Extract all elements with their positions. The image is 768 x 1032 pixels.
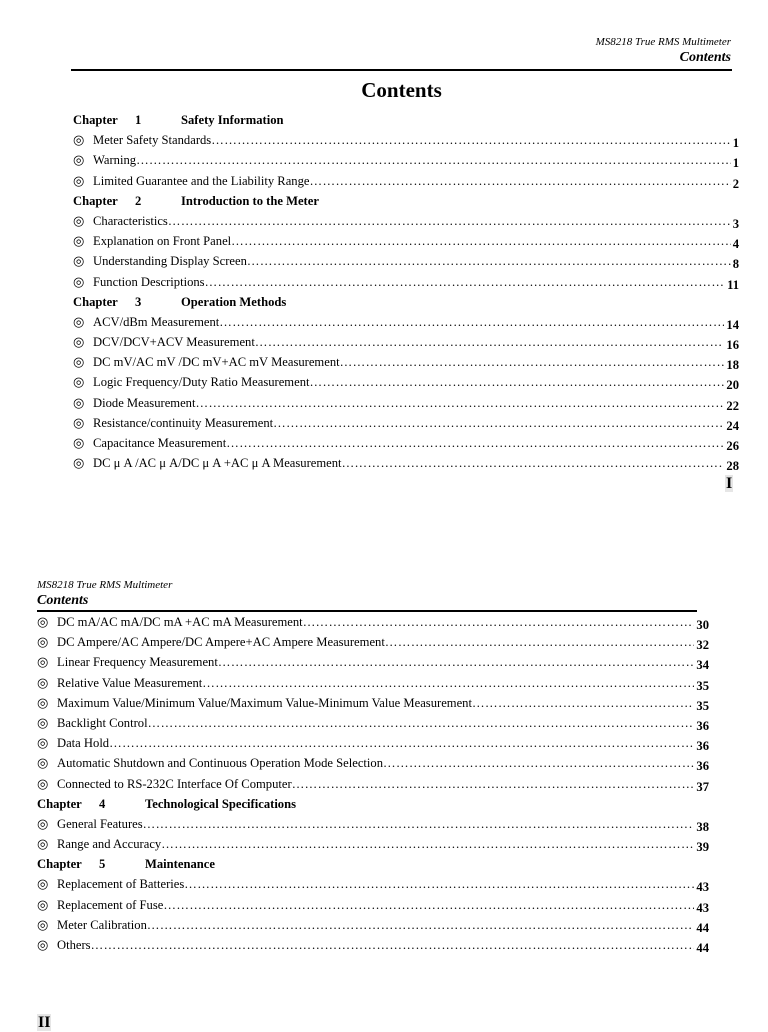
bullet-icon: ◎	[73, 394, 85, 410]
toc-page-number: 3	[732, 216, 739, 231]
chapter-number: 3	[135, 294, 142, 309]
toc-page-number: 1	[732, 136, 739, 151]
toc-page-number: 44	[696, 920, 709, 935]
toc-entry	[73, 272, 739, 292]
toc-entry	[37, 713, 709, 733]
bullet-icon: ◎	[73, 172, 85, 188]
dot-leader	[218, 652, 695, 672]
toc-list-1	[73, 110, 739, 473]
bullet-icon: ◎	[73, 414, 85, 430]
toc-entry	[73, 171, 739, 191]
dot-leader	[292, 774, 695, 794]
bullet-icon: ◎	[37, 674, 49, 690]
toc-page-number: 18	[726, 358, 739, 373]
toc-entry	[37, 753, 709, 773]
bullet-icon: ◎	[73, 253, 85, 269]
toc-page-number: 36	[696, 739, 709, 754]
chapter-title: Technological Specifications	[145, 796, 297, 811]
dot-leader	[184, 874, 694, 894]
toc-page-number: 28	[726, 459, 739, 474]
toc-entry	[37, 834, 709, 854]
toc-page-number: 2	[732, 176, 739, 191]
bullet-icon: ◎	[73, 354, 85, 370]
dot-leader	[195, 393, 724, 413]
toc-entry-title: Connected to RS-232C Interface Of Computer	[57, 776, 292, 791]
toc-entry	[73, 312, 739, 332]
toc-entry	[73, 413, 739, 433]
bullet-icon: ◎	[37, 614, 49, 629]
bullet-icon: ◎	[73, 152, 85, 168]
dot-leader	[168, 211, 731, 231]
dot-leader	[143, 814, 695, 834]
bullet-icon: ◎	[37, 775, 49, 791]
toc-entry	[73, 433, 739, 453]
toc-entry-title: Maximum Value/Minimum Value/Maximum Value-Minimum Value Measurement	[57, 695, 472, 710]
dot-leader	[163, 895, 694, 915]
dot-leader	[340, 352, 725, 372]
toc-page-number: 43	[696, 900, 709, 915]
toc-page-number: 32	[696, 638, 709, 653]
toc-page-number: 35	[696, 678, 709, 693]
toc-entry	[37, 774, 709, 794]
dot-leader	[219, 312, 724, 332]
bullet-icon: ◎	[73, 212, 85, 228]
bullet-icon: ◎	[37, 735, 49, 751]
bullet-icon: ◎	[37, 654, 49, 670]
toc-page-number: 26	[726, 439, 739, 453]
toc-entry	[73, 211, 739, 231]
bullet-icon: ◎	[37, 876, 49, 892]
dot-leader	[161, 834, 694, 854]
toc-entry	[37, 935, 709, 955]
toc-entry-title: Logic Frequency/Duty Ratio Measurement	[93, 375, 310, 390]
toc-entry-title: Replacement of Batteries	[57, 877, 185, 892]
chapter-heading	[37, 854, 709, 874]
toc-page-number: 38	[696, 819, 709, 834]
toc-page-number: 24	[726, 418, 739, 433]
toc-entry-title: Automatic Shutdown and Continuous Operation Mode Selection	[57, 756, 383, 771]
bullet-icon: ◎	[37, 694, 49, 710]
toc-entry-title: DC mV/AC mV /DC mV+AC mV Measurement	[93, 355, 340, 370]
dot-leader	[303, 612, 695, 632]
bullet-icon: ◎	[37, 937, 49, 952]
dot-leader	[309, 171, 730, 191]
dot-leader	[147, 915, 695, 935]
dot-leader	[342, 453, 725, 473]
toc-entry	[73, 393, 739, 413]
toc-entry-title: Function Descriptions	[93, 274, 205, 289]
toc-entry	[73, 130, 739, 150]
toc-entry-title: Resistance/continuity Measurement	[93, 415, 274, 430]
toc-entry-title: Explanation on Front Panel	[93, 234, 232, 249]
dot-leader	[255, 332, 725, 352]
dot-leader	[148, 713, 695, 733]
dot-leader	[383, 753, 694, 773]
toc-entry	[37, 895, 709, 915]
toc-entry-title: Characteristics	[93, 213, 168, 228]
toc-page-number: 22	[726, 398, 739, 413]
section-label-1: Contents	[679, 50, 731, 65]
chapter-heading	[73, 292, 739, 312]
toc-page-number: 4	[732, 237, 739, 252]
toc-entry-title: Meter Calibration	[57, 917, 147, 932]
dot-leader	[205, 272, 726, 292]
toc-page-number: 20	[726, 378, 739, 393]
toc-entry-title: DCV/DCV+ACV Measurement	[93, 335, 255, 350]
bullet-icon: ◎	[37, 634, 49, 650]
toc-page-number: 43	[696, 880, 709, 895]
toc-entry	[37, 814, 709, 834]
toc-entry	[37, 632, 709, 652]
dot-leader	[91, 935, 695, 955]
dot-leader	[109, 733, 694, 753]
running-header-1: MS8218 True RMS Multimeter	[595, 36, 731, 48]
chapter-title: Safety Information	[181, 113, 284, 127]
toc-page-number: 14	[726, 317, 739, 332]
toc-entry-title: Capacitance Measurement	[93, 436, 227, 450]
toc-entry	[73, 251, 739, 271]
toc-entry-title: ACV/dBm Measurement	[93, 314, 220, 329]
toc-entry-title: Linear Frequency Measurement	[57, 655, 218, 670]
toc-page-number: 39	[696, 840, 709, 855]
toc-entry	[37, 612, 709, 632]
chapter-heading	[73, 191, 739, 211]
toc-entry-title: Diode Measurement	[93, 395, 196, 410]
toc-list-2	[37, 612, 709, 955]
toc-entry-title: General Features	[57, 816, 143, 831]
bullet-icon: ◎	[37, 896, 49, 912]
toc-page-number: 37	[696, 779, 709, 794]
chapter-heading	[37, 794, 709, 814]
toc-entry-title: Range and Accuracy	[57, 837, 162, 852]
chapter-heading	[73, 110, 739, 130]
dot-leader	[472, 693, 694, 713]
bullet-icon: ◎	[37, 815, 49, 831]
page-number-1: I	[726, 475, 733, 492]
bullet-icon: ◎	[37, 755, 49, 771]
toc-page-number: 8	[732, 257, 739, 272]
toc-entry	[73, 372, 739, 392]
toc-entry-title: Replacement of Fuse	[57, 897, 164, 912]
bullet-icon: ◎	[73, 233, 85, 249]
dot-leader	[136, 150, 731, 170]
toc-entry	[73, 332, 739, 352]
toc-page-number: 44	[696, 941, 709, 955]
toc-entry	[37, 915, 709, 935]
toc-entry	[37, 652, 709, 672]
dot-leader	[385, 632, 695, 652]
toc-entry-title: DC mA/AC mA/DC mA +AC mA Measurement	[57, 615, 303, 629]
toc-page-number: 11	[727, 277, 739, 292]
dot-leader	[310, 372, 725, 392]
bullet-icon: ◎	[73, 132, 85, 148]
dot-leader	[231, 231, 731, 251]
toc-entry	[37, 693, 709, 713]
chapter-word: Chapter	[73, 113, 118, 127]
bullet-icon: ◎	[37, 714, 49, 730]
toc-page-number: 1	[732, 156, 739, 171]
dot-leader	[211, 130, 730, 150]
chapter-number: 2	[135, 193, 142, 208]
toc-entry	[73, 150, 739, 170]
chapter-number: 4	[99, 796, 106, 811]
toc-page-number: 34	[696, 658, 709, 673]
toc-entry-title: Data Hold	[57, 736, 110, 751]
chapter-word: Chapter	[37, 857, 82, 872]
toc-page-number: 36	[696, 759, 709, 774]
bullet-icon: ◎	[37, 916, 49, 932]
chapter-word: Chapter	[37, 796, 82, 811]
chapter-number: 1	[135, 113, 142, 127]
bullet-icon: ◎	[37, 836, 49, 852]
chapter-word: Chapter	[73, 294, 118, 309]
bullet-icon: ◎	[73, 455, 85, 471]
toc-entry-title: Others	[57, 938, 91, 952]
page-number-2: II	[38, 1014, 51, 1031]
toc-entry	[73, 352, 739, 372]
chapter-word: Chapter	[73, 193, 118, 208]
page-title: Contents	[361, 78, 442, 102]
toc-page-number: 16	[726, 338, 739, 353]
toc-entry-title: Relative Value Measurement	[57, 675, 203, 690]
dot-leader	[226, 433, 724, 453]
toc-entry	[37, 874, 709, 894]
toc-entry-title: DC μ A /AC μ A/DC μ A +AC μ A Measurement	[93, 456, 342, 471]
toc-page-number: 30	[696, 618, 709, 632]
toc-entry-title: Limited Guarantee and the Liability Range	[93, 173, 310, 188]
toc-page-number: 36	[696, 718, 709, 733]
toc-entry-title: DC Ampere/AC Ampere/DC Ampere+AC Ampere Measurement	[57, 635, 385, 650]
chapter-number: 5	[99, 857, 106, 872]
toc-entry	[37, 673, 709, 693]
header-rule-1	[71, 69, 732, 71]
chapter-title: Operation Methods	[181, 294, 287, 309]
toc-entry	[37, 733, 709, 753]
chapter-title: Maintenance	[145, 857, 215, 872]
toc-entry-title: Backlight Control	[57, 715, 148, 730]
bullet-icon: ◎	[73, 313, 85, 329]
bullet-icon: ◎	[73, 435, 85, 450]
bullet-icon: ◎	[73, 334, 85, 350]
toc-entry-title: Understanding Display Screen	[93, 254, 247, 269]
toc-entry-title: Meter Safety Standards	[93, 133, 212, 148]
chapter-title: Introduction to the Meter	[181, 193, 319, 208]
toc-entry	[73, 453, 739, 473]
toc-entry-title: Warning	[93, 153, 137, 168]
toc-page-number: 35	[696, 698, 709, 713]
dot-leader	[202, 673, 694, 693]
dot-leader	[273, 413, 724, 433]
toc-entry	[73, 231, 739, 251]
section-label-2: Contents	[37, 593, 89, 608]
dot-leader	[247, 251, 731, 271]
bullet-icon: ◎	[73, 374, 85, 390]
bullet-icon: ◎	[73, 273, 85, 289]
running-header-2: MS8218 True RMS Multimeter	[37, 579, 173, 591]
